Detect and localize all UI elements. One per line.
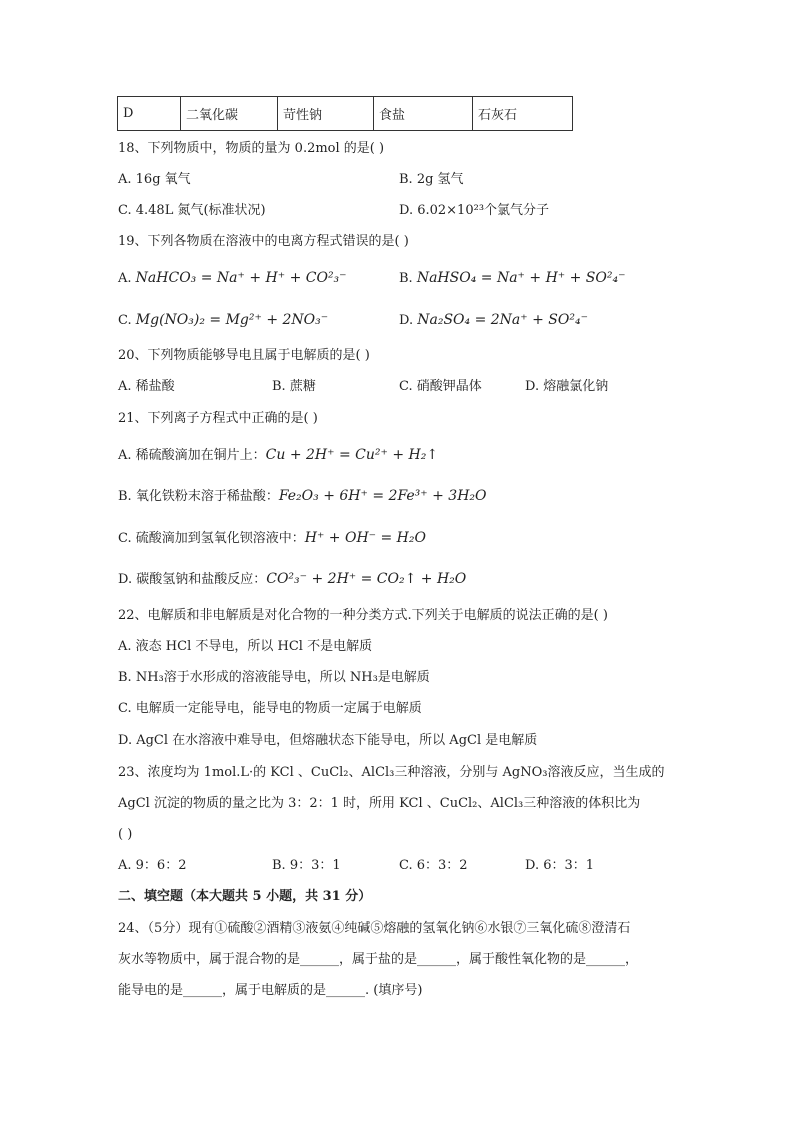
- option-label: B.: [399, 271, 413, 286]
- equation: NaHSO₄ = Na⁺ + H⁺ + SO²₄⁻: [416, 270, 626, 286]
- section-heading: 二、填空题（本大题共 5 小题，共 31 分）: [118, 889, 372, 904]
- question-23-option-a: A. 9：6：2: [118, 858, 187, 873]
- question-19-stem: 19、下列各物质在溶液中的电离方程式错误的是( ): [118, 234, 409, 249]
- question-22-option-c: C. 电解质一定能导电，能导电的物质一定属于电解质: [118, 701, 422, 716]
- option-text: D. 碳酸氢钠和盐酸反应：: [118, 572, 267, 587]
- option-label: A.: [118, 271, 132, 286]
- question-19-option-c: [118, 311, 328, 330]
- option-label: D.: [399, 313, 414, 328]
- question-18-option-c: C. 4.48L 氮气(标准状况): [118, 203, 266, 218]
- question-18-option-a: A. 16g 氧气: [118, 172, 191, 187]
- question-23-option-b: B. 9：3：1: [272, 858, 341, 873]
- question-18-option-b: B. 2g 氢气: [399, 172, 464, 187]
- question-20-option-b: B. 蔗糖: [272, 379, 316, 394]
- question-24-line-3: 能导电的是______，属于电解质的是______. (填序号): [118, 983, 423, 998]
- question-18-option-d: D. 6.02×10²³个氯气分子: [399, 203, 550, 218]
- question-21-stem: 21、下列离子方程式中正确的是( ): [118, 411, 318, 426]
- question-21-option-d: [118, 570, 466, 589]
- question-23-stem-line-2: AgCl 沉淀的物质的量之比为 3：2：1 时，所用 KCl 、CuCl₂、AlCl₃三种溶液的体积比为: [118, 796, 641, 811]
- equation: H⁺ + OH⁻ = H₂O: [304, 530, 426, 546]
- table-cell: D: [118, 97, 181, 131]
- question-21-option-c: [118, 529, 426, 548]
- question-21-option-b: [118, 487, 487, 506]
- question-22-option-a: A. 液态 HCl 不导电，所以 HCl 不是电解质: [118, 639, 373, 654]
- equation: CO²₃⁻ + 2H⁺ = CO₂↑ + H₂O: [266, 571, 467, 587]
- question-20-stem: 20、下列物质能够导电且属于电解质的是( ): [118, 348, 370, 363]
- equation: Fe₂O₃ + 6H⁺ = 2Fe³⁺ + 3H₂O: [278, 488, 487, 504]
- question-21-option-a: [118, 446, 438, 465]
- option-text: A. 稀硫酸滴加在铜片上：: [118, 448, 266, 463]
- question-23-stem-line-1: 23、浓度均为 1mol.L·的 KCl 、CuCl₂、AlCl₃三种溶液，分别与 AgNO₃溶液反应，当生成的: [118, 765, 665, 780]
- option-text: B. 氧化铁粉末溶于稀盐酸：: [118, 489, 279, 504]
- question-22-stem: 22、电解质和非电解质是对化合物的一种分类方式.下列关于电解质的说法正确的是( ): [118, 608, 608, 623]
- option-text: C. 硫酸滴加到氢氧化钡溶液中：: [118, 531, 305, 546]
- question-22-option-d: D. AgCl 在水溶液中难导电，但熔融状态下能导电，所以 AgCl 是电解质: [118, 733, 538, 748]
- question-23-stem-line-3: ( ): [118, 827, 133, 842]
- question-19-option-d: [399, 311, 588, 330]
- question-24-line-1: 24、（5分）现有①硫酸②酒精③液氨④纯碱⑤熔融的氢氧化钠⑥水银⑦三氧化硫⑧澄清石: [118, 921, 631, 936]
- question-20-option-d: D. 熔融氯化钠: [525, 379, 609, 394]
- question-19-option-b: [399, 269, 625, 288]
- equation: Na₂SO₄ = 2Na⁺ + SO²₄⁻: [417, 312, 588, 328]
- table-cell: 石灰石: [473, 97, 573, 131]
- question-22-option-b: B. NH₃溶于水形成的溶液能导电，所以 NH₃是电解质: [118, 670, 430, 685]
- table-cell: 苛性钠: [278, 97, 374, 131]
- question-18-stem: 18、下列物质中，物质的量为 0.2mol 的是( ): [118, 141, 385, 156]
- question-23-option-d: D. 6：3：1: [525, 858, 595, 873]
- question-20-option-a: A. 稀盐酸: [118, 379, 175, 394]
- question-20-option-c: C. 硝酸钾晶体: [399, 379, 482, 394]
- table-cell: 二氧化碳: [181, 97, 278, 131]
- table-row: [118, 97, 573, 131]
- question-23-option-c: C. 6：3：2: [399, 858, 468, 873]
- answer-table: [117, 96, 573, 131]
- option-label: C.: [118, 313, 132, 328]
- equation: NaHCO₃ = Na⁺ + H⁺ + CO²₃⁻: [135, 270, 347, 286]
- equation: Cu + 2H⁺ = Cu²⁺ + H₂↑: [265, 447, 439, 463]
- equation: Mg(NO₃)₂ = Mg²⁺ + 2NO₃⁻: [135, 312, 329, 328]
- question-19-option-a: [118, 269, 347, 288]
- question-24-line-2: 灰水等物质中，属于混合物的是______，属于盐的是______，属于酸性氧化物的是______，: [118, 952, 639, 967]
- table-cell: 食盐: [374, 97, 473, 131]
